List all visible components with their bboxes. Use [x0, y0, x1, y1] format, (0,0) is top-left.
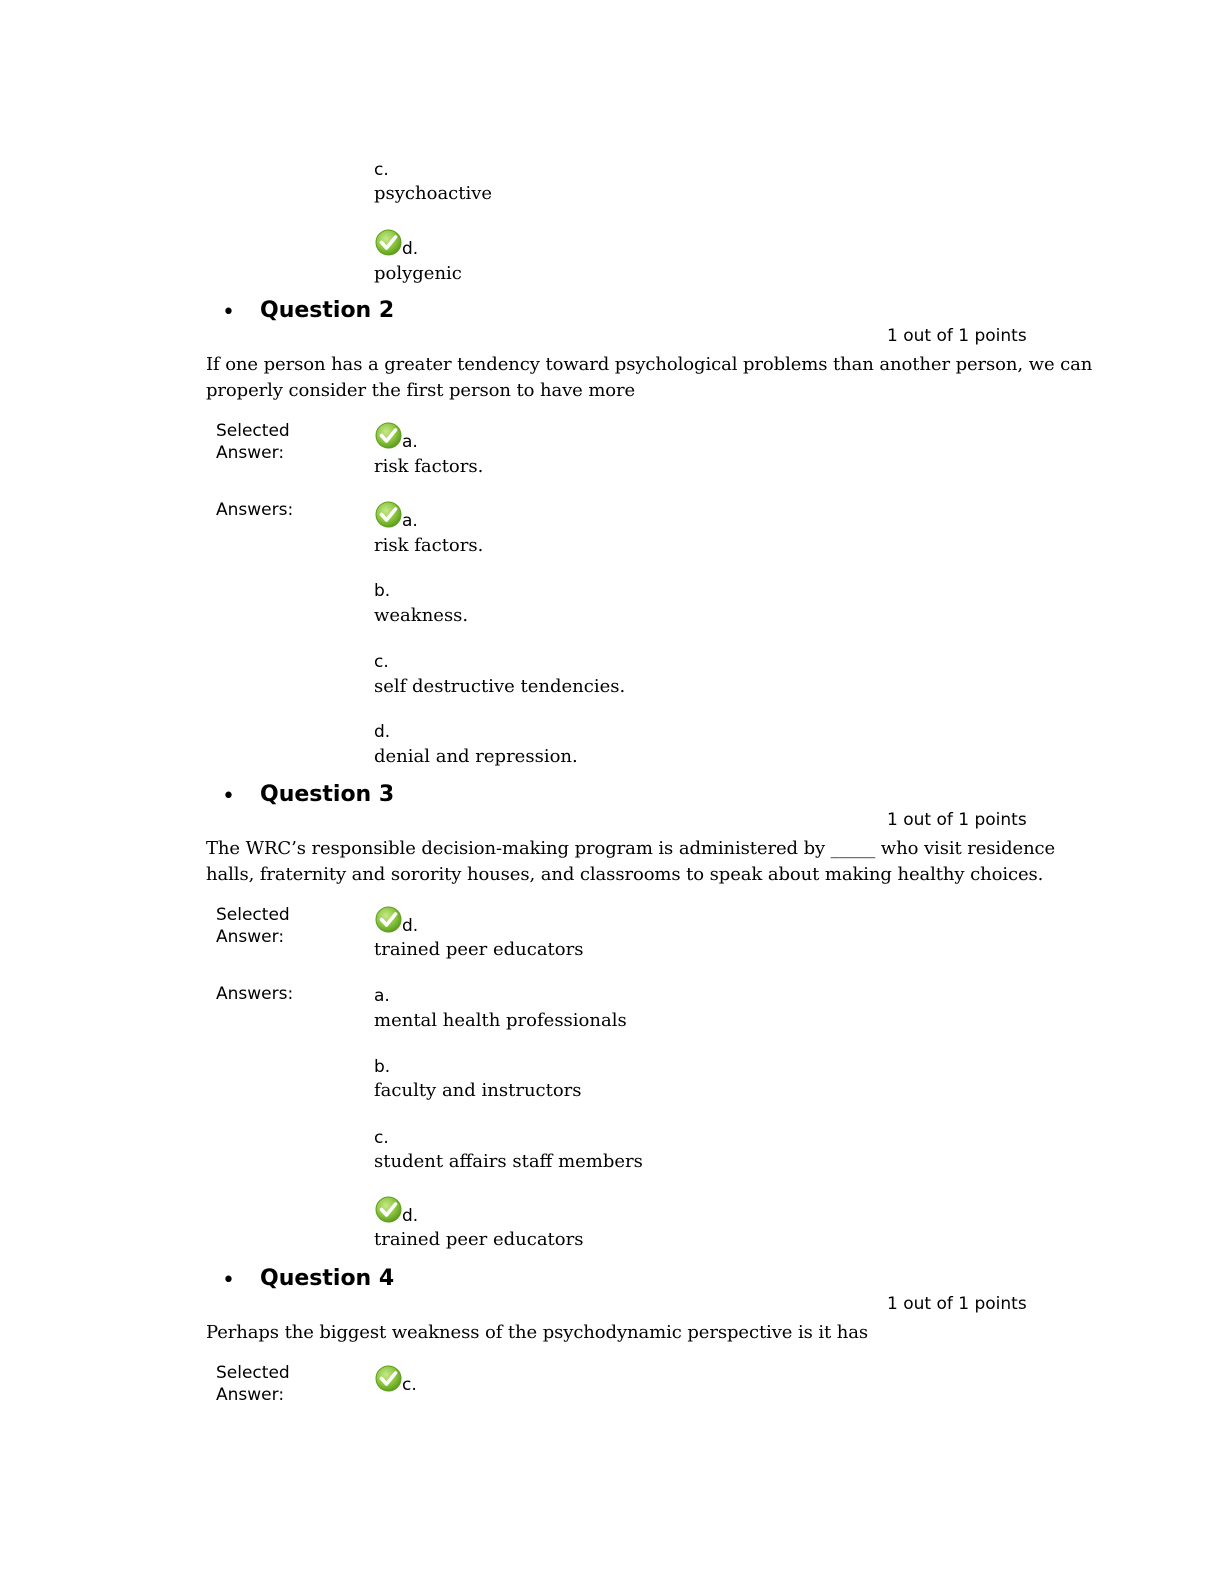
q2-answer-a-text: risk factors. [374, 535, 484, 556]
q2-answer-b-text: weakness. [374, 605, 469, 626]
question-4-title: Question 4 [260, 1266, 395, 1291]
selected-label-line-1: Selected [216, 905, 290, 925]
correct-check-icon [375, 906, 402, 933]
q3-answer-c-letter: c. [374, 1128, 389, 1148]
question-4-stem: Perhaps the biggest weakness of the psychodynamic perspective is it has [206, 1322, 869, 1343]
q1-answer-d-letter: d. [402, 239, 419, 259]
question-3-title: Question 3 [260, 782, 395, 807]
question-2-stem: If one person has a greater tendency toward psychological problems than another person, we can properly consider the first person to have more [206, 354, 1093, 401]
correct-check-icon [375, 422, 402, 449]
selected-answer-label [216, 904, 290, 948]
bullet-icon: • [222, 300, 235, 325]
q2-selected-text: risk factors. [374, 456, 484, 477]
correct-check-icon [375, 501, 402, 528]
correct-check-icon [375, 229, 402, 256]
q1-answer-c-text: psychoactive [374, 183, 493, 204]
q4-selected-letter: c. [402, 1375, 417, 1395]
q3-answer-a-text: mental health professionals [374, 1010, 627, 1031]
correct-check-icon [375, 1196, 402, 1223]
q2-answer-d-letter: d. [374, 722, 391, 742]
q2-selected-letter: a. [402, 432, 418, 452]
q3-answer-b-text: faculty and instructors [374, 1080, 582, 1101]
q2-answer-c-text: self destructive tendencies. [374, 676, 626, 697]
selected-label-line-2: Answer: [216, 1385, 285, 1405]
question-3-stem: The WRC’s responsible decision-making program is administered by _____ who visit residence halls, fraternity and sorority houses, and classrooms to speak about making healthy choices. [206, 838, 1056, 885]
selected-answer-label [216, 420, 290, 464]
selected-answer-label [216, 1362, 290, 1406]
selected-label-line-2: Answer: [216, 443, 285, 463]
q2-answer-c-letter: c. [374, 652, 389, 672]
question-2-title: Question 2 [260, 298, 395, 323]
q3-answer-d-text: trained peer educators [374, 1229, 584, 1250]
selected-label-line-1: Selected [216, 1363, 290, 1383]
q3-answer-d-letter: d. [402, 1206, 419, 1226]
q3-answer-c-text: student affairs staff members [374, 1151, 643, 1172]
bullet-icon: • [222, 1268, 235, 1293]
question-3-points: 1 out of 1 points [887, 810, 1027, 830]
question-4-points: 1 out of 1 points [887, 1294, 1027, 1314]
q2-answer-a-letter: a. [402, 511, 418, 531]
answers-label: Answers: [216, 984, 294, 1004]
q3-answer-a-letter: a. [374, 986, 390, 1006]
q3-selected-letter: d. [402, 916, 419, 936]
answers-label: Answers: [216, 500, 294, 520]
q3-selected-text: trained peer educators [374, 939, 584, 960]
q2-answer-d-text: denial and repression. [374, 746, 578, 767]
selected-label-line-1: Selected [216, 421, 290, 441]
correct-check-icon [375, 1365, 402, 1392]
q1-answer-d-text: polygenic [374, 263, 462, 284]
q3-answer-b-letter: b. [374, 1057, 391, 1077]
question-2-points: 1 out of 1 points [887, 326, 1027, 346]
q2-answer-b-letter: b. [374, 581, 391, 601]
bullet-icon: • [222, 784, 235, 809]
q1-answer-c-letter: c. [374, 160, 389, 180]
selected-label-line-2: Answer: [216, 927, 285, 947]
